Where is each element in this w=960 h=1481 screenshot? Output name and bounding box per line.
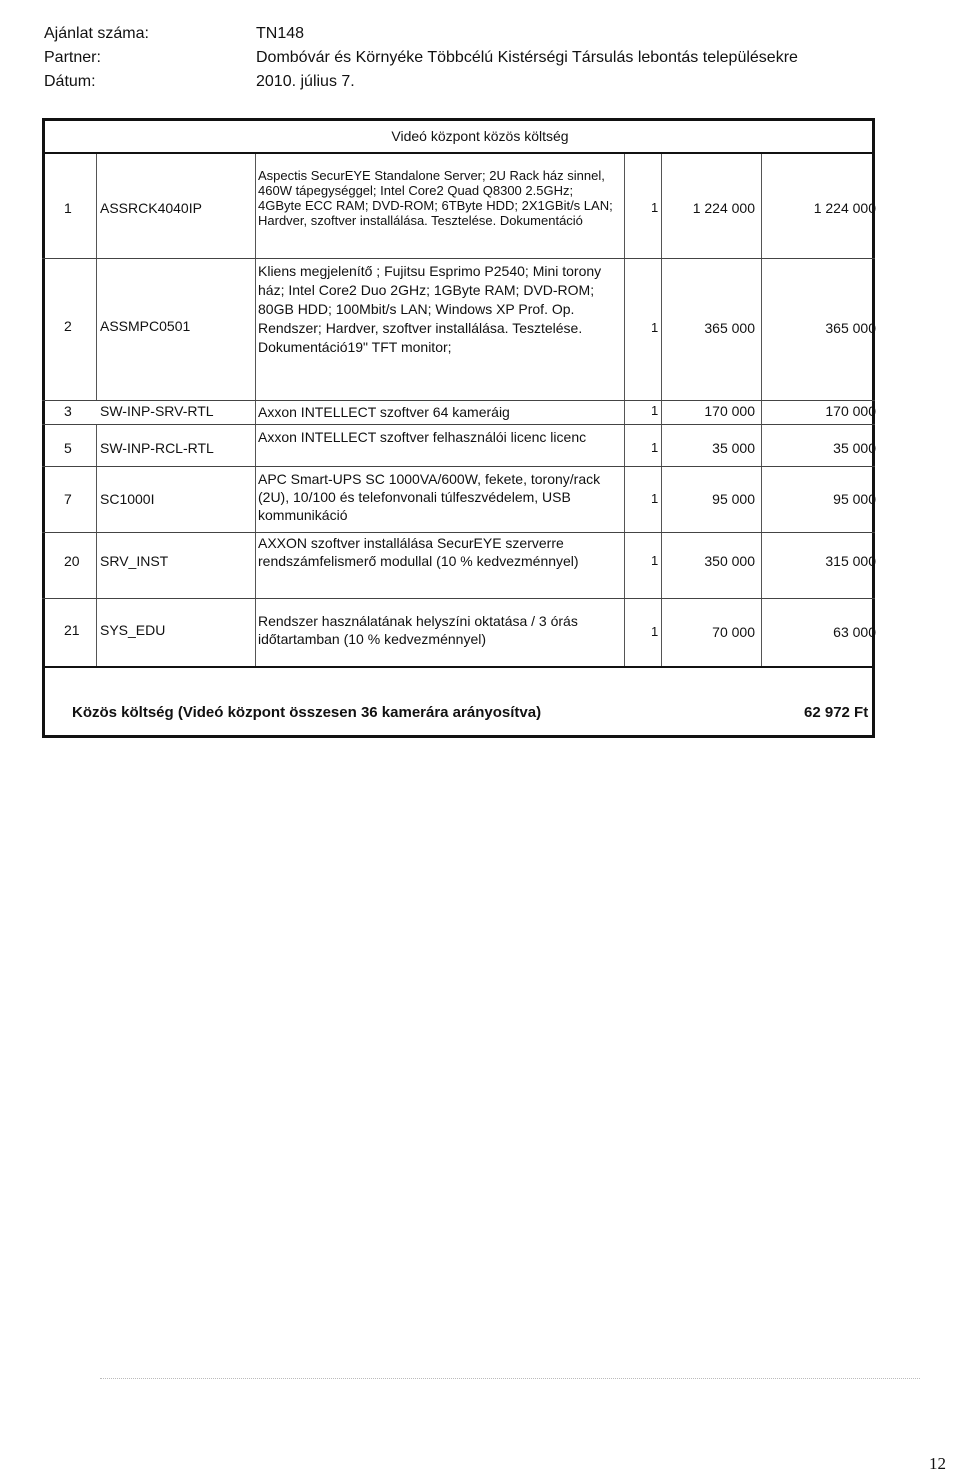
item-total: 95 000 bbox=[833, 491, 876, 507]
table-header-divider bbox=[42, 152, 875, 154]
item-quantity: 1 bbox=[651, 624, 659, 639]
item-code: ASSRCK4040IP bbox=[100, 200, 202, 216]
item-quantity: 1 bbox=[651, 553, 659, 568]
item-quantity: 1 bbox=[651, 403, 659, 418]
row-number: 3 bbox=[64, 403, 72, 419]
item-description: AXXON szoftver installálása SecurEYE szerverre rendszámfelismerő modullal (10 % kedvezménnyel) bbox=[258, 535, 579, 569]
item-unit-price: 35 000 bbox=[712, 440, 755, 456]
item-code: SC1000I bbox=[100, 491, 155, 507]
partner-row bbox=[44, 46, 798, 70]
item-quantity: 1 bbox=[651, 320, 659, 335]
summary-divider bbox=[42, 666, 875, 668]
item-description: Axxon INTELLECT szoftver felhasználói licenc licenc bbox=[258, 429, 587, 445]
summary-label: Közös költség (Videó központ összesen 36 kamerára arányosítva) bbox=[72, 704, 542, 721]
item-total: 1 224 000 bbox=[813, 200, 876, 216]
item-total: 170 000 bbox=[825, 403, 876, 419]
item-code: SRV_INST bbox=[100, 553, 169, 569]
column-divider bbox=[624, 154, 625, 666]
row-divider bbox=[42, 400, 875, 401]
row-number: 20 bbox=[64, 553, 80, 569]
row-number: 7 bbox=[64, 491, 72, 507]
item-unit-price: 95 000 bbox=[712, 491, 755, 507]
date-value: 2010. július 7. bbox=[256, 73, 355, 90]
partner-value: Dombóvár és Környéke Többcélú Kistérségi Társulás lebontás településekre bbox=[256, 49, 798, 66]
item-total: 35 000 bbox=[833, 440, 876, 456]
offer-label: Ajánlat száma: bbox=[44, 25, 149, 42]
item-quantity: 1 bbox=[651, 200, 659, 215]
date-label: Dátum: bbox=[44, 73, 96, 90]
column-divider bbox=[661, 154, 662, 666]
offer-value: TN148 bbox=[256, 25, 305, 42]
item-unit-price: 350 000 bbox=[704, 553, 755, 569]
date-row bbox=[44, 70, 798, 94]
item-description: Rendszer használatának helyszíni oktatása / 3 órás időtartamban (10 % kedvezménnyel) bbox=[258, 613, 578, 647]
row-divider bbox=[42, 532, 875, 533]
partner-label: Partner: bbox=[44, 49, 101, 66]
table-title: Videó központ közös költség bbox=[391, 128, 569, 144]
item-description: Kliens megjelenítő ; Fujitsu Esprimo P2540; Mini torony ház; Intel Core2 Duo 2GHz; 1GByte RAM; DVD-ROM; 80GB HDD; 100Mbit/s LAN; Windows XP Prof. Op. Rendszer; Hardver, szoftver installálása. Tesztelése. Dokumentáció19" TFT monitor; bbox=[258, 263, 602, 355]
row-number: 2 bbox=[64, 318, 72, 334]
item-description: Axxon INTELLECT szoftver 64 kameráig bbox=[258, 404, 510, 420]
item-unit-price: 365 000 bbox=[704, 320, 755, 336]
item-code: SYS_EDU bbox=[100, 622, 166, 638]
summary-value: 62 972 Ft bbox=[804, 704, 869, 721]
row-divider bbox=[42, 466, 875, 467]
column-divider bbox=[96, 424, 97, 666]
row-number: 1 bbox=[64, 200, 72, 216]
row-divider bbox=[42, 258, 875, 259]
item-unit-price: 170 000 bbox=[704, 403, 755, 419]
offer-row bbox=[44, 22, 798, 46]
row-divider bbox=[42, 424, 875, 425]
item-total: 315 000 bbox=[825, 553, 876, 569]
item-quantity: 1 bbox=[651, 440, 659, 455]
item-description: Aspectis SecurEYE Standalone Server; 2U Rack ház sinnel, 460W tápegységgel; Intel Core2 Quad Q8300 2.5GHz; 4GByte ECC RAM; DVD-ROM; 6TByte HDD; 2X1GBit/s LAN; Hardver, szoftver installálása. Tesztelése. Dokumentáció bbox=[258, 168, 613, 228]
row-number: 21 bbox=[64, 622, 80, 638]
item-total: 365 000 bbox=[825, 320, 876, 336]
item-quantity: 1 bbox=[651, 491, 659, 506]
column-divider bbox=[761, 154, 762, 666]
item-code: SW-INP-SRV-RTL bbox=[100, 403, 214, 419]
item-description: APC Smart-UPS SC 1000VA/600W, fekete, torony/rack (2U), 10/100 és telefonvonali túlfeszvédelem, USB kommunikáció bbox=[258, 471, 601, 523]
item-unit-price: 70 000 bbox=[712, 624, 755, 640]
item-total: 63 000 bbox=[833, 624, 876, 640]
item-unit-price: 1 224 000 bbox=[692, 200, 755, 216]
column-divider bbox=[255, 154, 256, 666]
column-divider bbox=[96, 154, 97, 400]
document-header bbox=[44, 22, 798, 94]
page-number: 12 bbox=[929, 1454, 946, 1473]
item-code: ASSMPC0501 bbox=[100, 318, 191, 334]
scan-artifact-line bbox=[100, 1378, 920, 1380]
item-code: SW-INP-RCL-RTL bbox=[100, 440, 214, 456]
row-number: 5 bbox=[64, 440, 72, 456]
row-divider bbox=[42, 598, 875, 599]
